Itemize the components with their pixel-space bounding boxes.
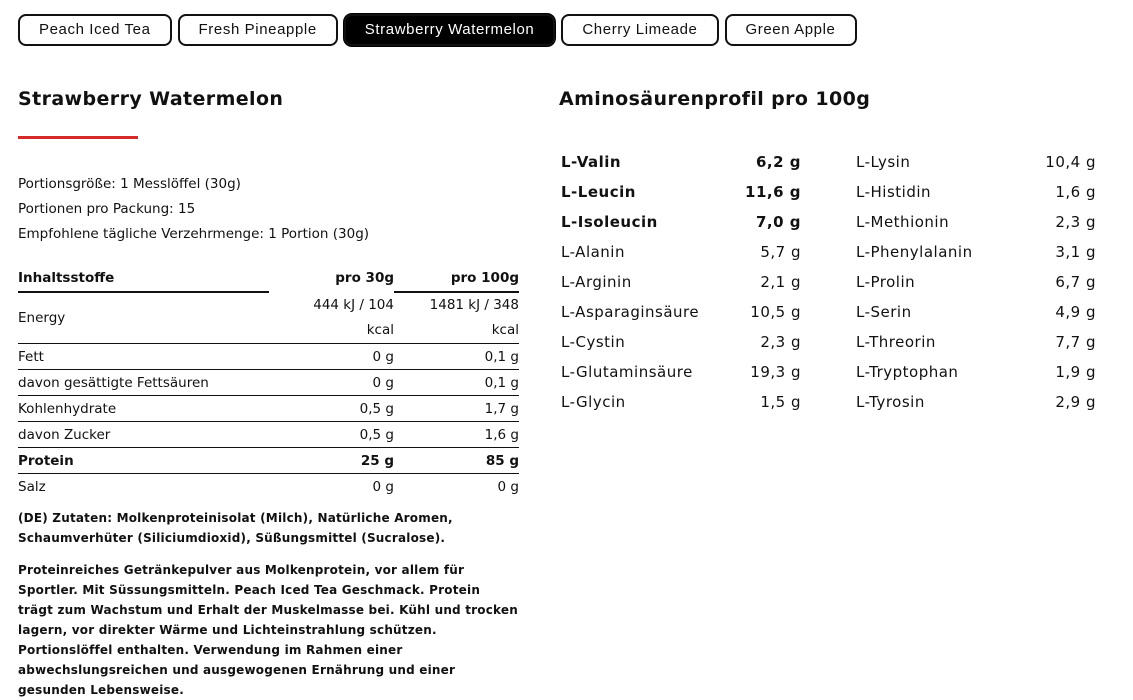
amino-value: 1,6 g xyxy=(1055,183,1096,201)
list-item xyxy=(561,359,801,389)
tab-cherry-limeade[interactable]: Cherry Limeade xyxy=(561,14,718,46)
amino-name: L-Leucin xyxy=(561,183,636,201)
amino-title: Aminosäurenprofil pro 100g xyxy=(559,88,871,110)
product-title: Strawberry Watermelon xyxy=(18,88,284,110)
list-item xyxy=(561,209,801,239)
ingredients-text: (DE) Zutaten: Molkenproteinisolat (Milch), Natürliche Aromen, Schaumverhüter (Siliciumdioxid), Süßungsmittel (Sucralose). xyxy=(18,511,453,545)
list-item xyxy=(561,299,801,329)
amino-value: 6,2 g xyxy=(755,153,801,171)
amino-name: L-Glycin xyxy=(561,393,626,411)
row-per-30g: 0 g xyxy=(269,370,394,396)
list-item xyxy=(856,299,1096,329)
list-item xyxy=(856,269,1096,299)
row-name: davon Zucker xyxy=(18,422,269,448)
amino-value: 2,9 g xyxy=(1055,393,1096,411)
amino-name: L-Histidin xyxy=(856,183,932,201)
row-name: Protein xyxy=(18,448,269,474)
row-name: davon gesättigte Fettsäuren xyxy=(18,370,269,396)
serving-info xyxy=(18,172,369,247)
amino-value: 7,0 g xyxy=(755,213,801,231)
amino-name: L-Isoleucin xyxy=(561,213,658,231)
header-ingredients: Inhaltsstoffe xyxy=(18,265,269,292)
flavor-tabs xyxy=(18,14,857,46)
list-item xyxy=(561,239,801,269)
tab-green-apple[interactable]: Green Apple xyxy=(725,14,857,46)
row-name: Fett xyxy=(18,344,269,370)
list-item xyxy=(856,209,1096,239)
list-item xyxy=(856,149,1096,179)
list-item xyxy=(561,389,801,419)
list-item xyxy=(856,329,1096,359)
row-per-30g: 444 kJ / 104 kcal xyxy=(269,292,394,344)
row-per-100g: 1481 kJ / 348 kcal xyxy=(394,292,519,344)
amino-name: L-Lysin xyxy=(856,153,911,171)
row-per-30g: 0,5 g xyxy=(269,396,394,422)
amino-column-1 xyxy=(561,149,801,419)
amino-name: L-Alanin xyxy=(561,243,625,261)
table-row xyxy=(18,422,519,448)
amino-value: 19,3 g xyxy=(750,363,801,381)
amino-name: L-Prolin xyxy=(856,273,916,291)
row-per-30g: 0 g xyxy=(372,478,394,495)
amino-value: 1,9 g xyxy=(1055,363,1096,381)
amino-name: L-Cystin xyxy=(561,333,626,351)
row-name: Salz xyxy=(18,478,46,495)
row-per-100g: 1,6 g xyxy=(394,422,519,448)
amino-name: L-Arginin xyxy=(561,273,632,291)
table-row xyxy=(18,474,519,500)
amino-column-2 xyxy=(856,149,1096,419)
amino-value: 6,7 g xyxy=(1055,273,1096,291)
serving-size: Portionsgröße: 1 Messlöffel (30g) xyxy=(18,176,241,192)
row-per-100g: 0,1 g xyxy=(394,344,519,370)
nutrition-table xyxy=(18,265,519,499)
tab-peach-iced-tea[interactable]: Peach Iced Tea xyxy=(18,14,172,46)
amino-value: 7,7 g xyxy=(1055,333,1096,351)
table-row xyxy=(18,396,519,422)
row-per-100g: 0,1 g xyxy=(394,370,519,396)
table-row xyxy=(18,292,519,344)
nutrition-header-row xyxy=(18,265,519,292)
amino-value: 1,5 g xyxy=(760,393,801,411)
amino-value: 3,1 g xyxy=(1055,243,1096,261)
list-item xyxy=(561,149,801,179)
amino-name: L-Tyrosin xyxy=(856,393,925,411)
list-item xyxy=(561,269,801,299)
amino-value: 5,7 g xyxy=(760,243,801,261)
amino-value: 2,1 g xyxy=(760,273,801,291)
row-per-30g: 0,5 g xyxy=(269,422,394,448)
list-item xyxy=(856,389,1096,419)
servings-per-pack: Portionen pro Packung: 15 xyxy=(18,201,196,217)
row-per-30g: 25 g xyxy=(269,448,394,474)
list-item xyxy=(561,179,801,209)
list-item xyxy=(856,239,1096,269)
row-per-100g: 85 g xyxy=(394,448,519,474)
amino-name: L-Tryptophan xyxy=(856,363,959,381)
amino-name: L-Methionin xyxy=(856,213,950,231)
recommended-intake: Empfohlene tägliche Verzehrmenge: 1 Portion (30g) xyxy=(18,226,370,242)
amino-name: L-Valin xyxy=(561,153,622,171)
amino-name: L-Threorin xyxy=(856,333,936,351)
header-per-30g: pro 30g xyxy=(269,265,394,292)
title-underline xyxy=(18,136,138,139)
amino-value: 10,5 g xyxy=(750,303,801,321)
list-item xyxy=(856,359,1096,389)
header-per-100g: pro 100g xyxy=(394,265,519,292)
row-per-30g: 0 g xyxy=(269,344,394,370)
list-item xyxy=(561,329,801,359)
tab-strawberry-watermelon[interactable]: Strawberry Watermelon xyxy=(344,14,556,46)
amino-value: 2,3 g xyxy=(1055,213,1096,231)
table-row xyxy=(18,344,519,370)
row-per-100g: 0 g xyxy=(497,478,519,495)
tab-fresh-pineapple[interactable]: Fresh Pineapple xyxy=(178,14,338,46)
table-row xyxy=(18,448,519,474)
amino-name: L-Serin xyxy=(856,303,912,321)
amino-value: 2,3 g xyxy=(760,333,801,351)
amino-value: 11,6 g xyxy=(745,183,801,201)
row-name: Energy xyxy=(18,292,269,344)
amino-value: 4,9 g xyxy=(1055,303,1096,321)
amino-name: L-Phenylalanin xyxy=(856,243,973,261)
amino-name: L-Glutaminsäure xyxy=(561,363,693,381)
amino-name: L-Asparaginsäure xyxy=(561,303,700,321)
amino-value: 10,4 g xyxy=(1045,153,1096,171)
list-item xyxy=(856,179,1096,209)
table-row xyxy=(18,370,519,396)
product-description: Proteinreiches Getränkepulver aus Molkenprotein, vor allem für Sportler. Mit Süssungsmitteln. Peach Iced Tea Geschmack. Protein trägt zum Wachstum und Erhalt der Muskelmasse bei. Kühl und trocken lagern, vor direkter Wärme und Lichteinstrahlung schützen. Portionslöffel enthalten. Verwendung im Rahmen einer abwechslungsreichen und ausgewogenen Ernährung und einer gesunden Lebensweise. xyxy=(18,563,518,697)
row-per-100g: 1,7 g xyxy=(394,396,519,422)
row-name: Kohlenhydrate xyxy=(18,396,269,422)
